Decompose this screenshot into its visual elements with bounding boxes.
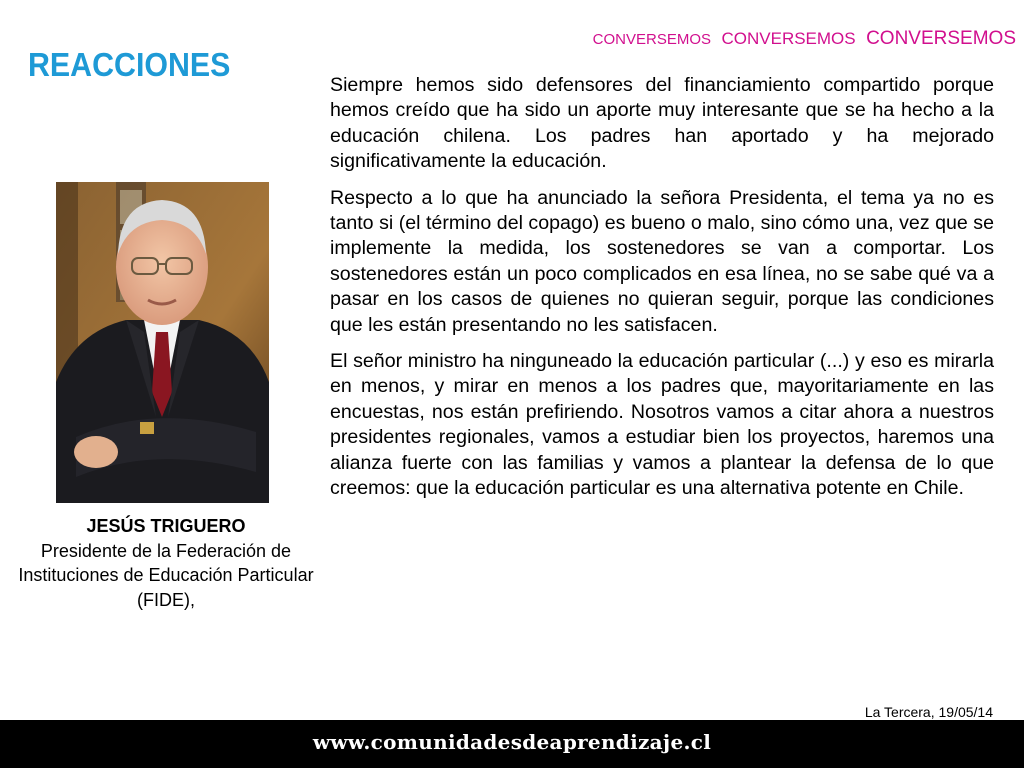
banner-word: CONVERSEMOS: [592, 31, 712, 48]
source-citation: La Tercera, 19/05/14: [864, 704, 993, 720]
person-role: Presidente de la Federación de Instituciones de Educación Particular (FIDE),: [18, 540, 314, 610]
quote-paragraph: El señor ministro ha ninguneado la educación particular (...) y eso es mirarla en menos, y mirar en menos a los padres que, mayoritariamente en las encuestas, nos están prefiriendo. Nosotros vamos a citar ahora a nuestros presidentes regionales, vamos a estudiar bien los proyectos, haremos una alianza fuerte con las familias y vamos a plantear la defensa de lo que creemos: que la educación particular es una alternativa potente en Chile.: [330, 350, 994, 500]
conversemos-banner: [587, 28, 1016, 50]
page-title: REACCIONES: [28, 46, 231, 83]
footer-url[interactable]: www.comunidadesdeaprendizaje.cl: [312, 730, 712, 754]
banner-word: CONVERSEMOS: [721, 29, 856, 48]
portrait-photo: [56, 182, 269, 503]
quote-paragraph: Respecto a lo que ha anunciado la señora Presidenta, el tema ya no es tanto si (el término del copago) es bueno o malo, sino cómo una, vez que se implemente la medida, los sostenedores se van a comportar. Los sostenedores están un poco complicados en esa línea, no se sabe qué va a pasar en los casos de quienes no quieran seguir, porque las condiciones que les están presentando no les satisfacen.: [330, 186, 994, 336]
banner-word: CONVERSEMOS: [866, 28, 1016, 49]
footer-bar: [0, 720, 1024, 768]
quote-paragraph: Siempre hemos sido defensores del financiamiento compartido porque hemos creído que ha sido un aporte muy interesante que se ha hecho a la educación chilena. Los padres han aportado y ha mejorado significativamente la educación.: [330, 74, 994, 173]
person-name: JESÚS TRIGUERO: [86, 516, 246, 536]
person-caption: [10, 514, 322, 612]
quote-body: [330, 73, 994, 513]
